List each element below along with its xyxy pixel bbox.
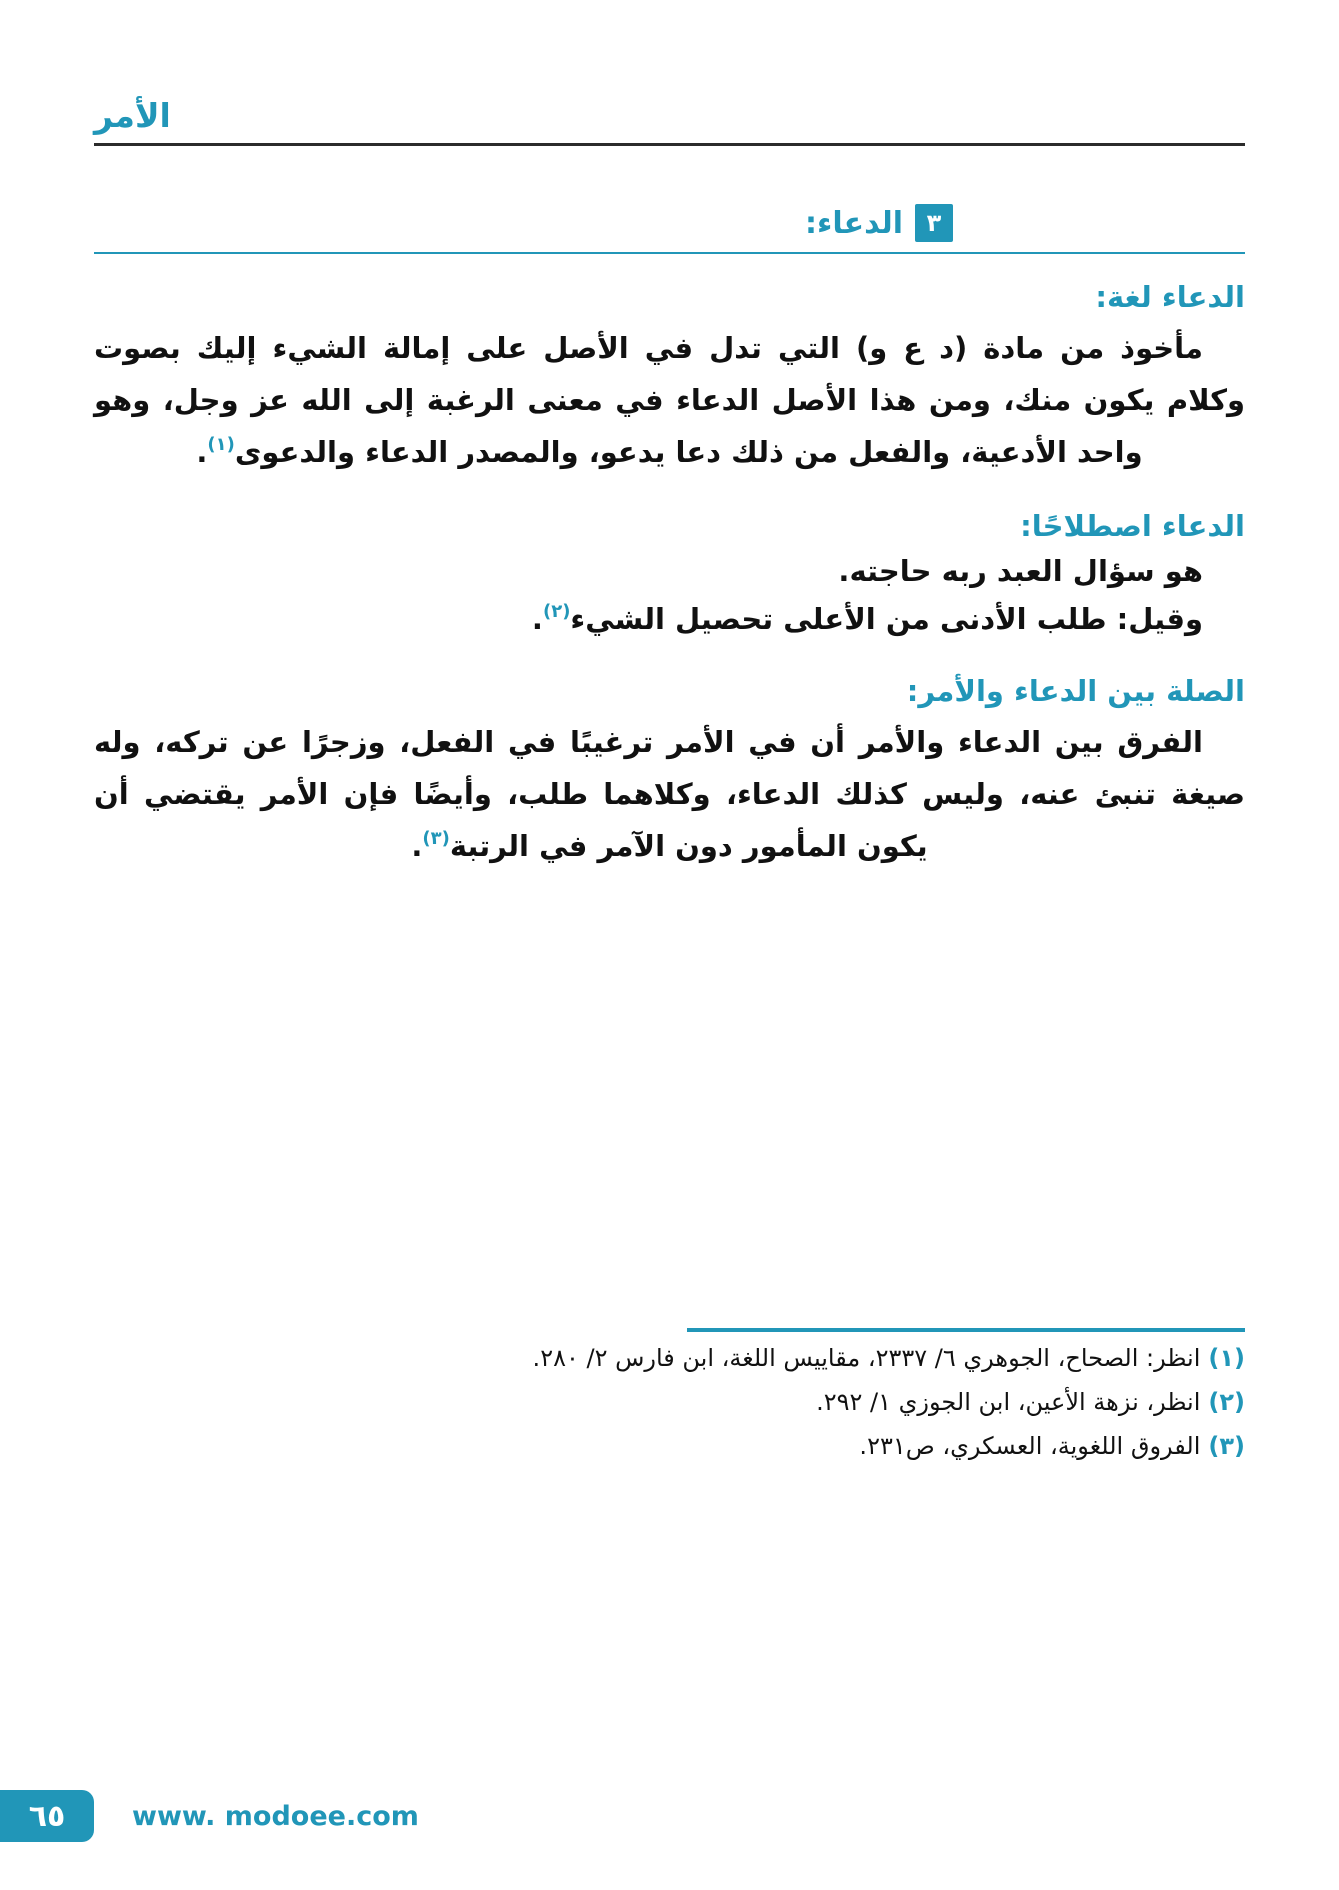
- subheading-language: الدعاء لغة:: [1095, 280, 1245, 314]
- chapter-title: الأمر: [94, 96, 171, 135]
- page-number-badge: [0, 1790, 94, 1842]
- section-heading: [94, 204, 1245, 254]
- terminology-line-1: هو سؤال العبد ربه حاجته.: [838, 554, 1203, 588]
- running-header: [94, 96, 1245, 146]
- footnote-2: [94, 1385, 1245, 1420]
- terminology-line-2-text: وقيل: طلب الأدنى من الأعلى تحصيل الشيء: [570, 602, 1203, 636]
- footnote-2-text: انظر، نزهة الأعين، ابن الجوزي ١/ ٢٩٢.: [816, 1388, 1201, 1416]
- terminology-line-2: [94, 595, 1245, 648]
- footnote-2-number: (٢): [1208, 1388, 1245, 1416]
- subheading-relation: الصلة بين الدعاء والأمر:: [906, 674, 1245, 708]
- footnote-ref-3: (٣): [422, 828, 450, 849]
- paragraph-language: [94, 322, 1245, 483]
- paragraph-relation-period: .: [411, 829, 423, 863]
- page-footer: [0, 1790, 1339, 1842]
- footnote-1-number: (١): [1208, 1344, 1245, 1372]
- footnote-3-text: الفروق اللغوية، العسكري، ص٢٣١.: [859, 1432, 1201, 1460]
- section-row: [94, 204, 1245, 242]
- page-number: ٦٥: [28, 1798, 66, 1834]
- footnote-1-text: انظر: الصحاح، الجوهري ٦/ ٢٣٣٧، مقاييس اللغة، ابن فارس ٢/ ٢٨٠.: [532, 1344, 1201, 1372]
- footnotes-section: [94, 1328, 1245, 1464]
- paragraph-relation: [94, 716, 1245, 877]
- subheading-terminology: الدعاء اصطلاحًا:: [1020, 509, 1245, 543]
- website-link[interactable]: www. modoee.com: [132, 1800, 419, 1832]
- footnote-ref-2: (٢): [542, 601, 571, 622]
- section-number: ٣: [926, 209, 942, 237]
- terminology-line-2-period: .: [531, 602, 543, 636]
- section-title: الدعاء:: [805, 205, 903, 241]
- page-content: [0, 0, 1339, 877]
- footnote-ref-1: (١): [207, 434, 235, 455]
- section-number-badge: [915, 204, 953, 242]
- footnote-3: [94, 1429, 1245, 1464]
- paragraph-relation-text: الفرق بين الدعاء والأمر أن في الأمر ترغيبًا في الفعل، وزجرًا عن تركه، وله صيغة تنبئ عنه، وليس كذلك الدعاء، وكلاهما طلب، وأيضًا فإن الأمر يقتضي أن يكون المأمور دون الآمر في الرتبة: [94, 725, 1245, 863]
- paragraph-language-text: مأخوذ من مادة (د ع و) التي تدل في الأصل على إمالة الشيء إليك بصوت وكلام يكون منك، ومن هذا الأصل الدعاء في معنى الرغبة إلى الله عز وجل، وهو واحد الأدعية، والفعل من ذلك دعا يدعو، والمصدر الدعاء والدعوى: [94, 331, 1245, 469]
- footnote-1: [94, 1341, 1245, 1376]
- footnote-separator: [687, 1328, 1245, 1332]
- paragraph-language-period: .: [196, 435, 208, 469]
- footnote-3-number: (٣): [1208, 1432, 1245, 1460]
